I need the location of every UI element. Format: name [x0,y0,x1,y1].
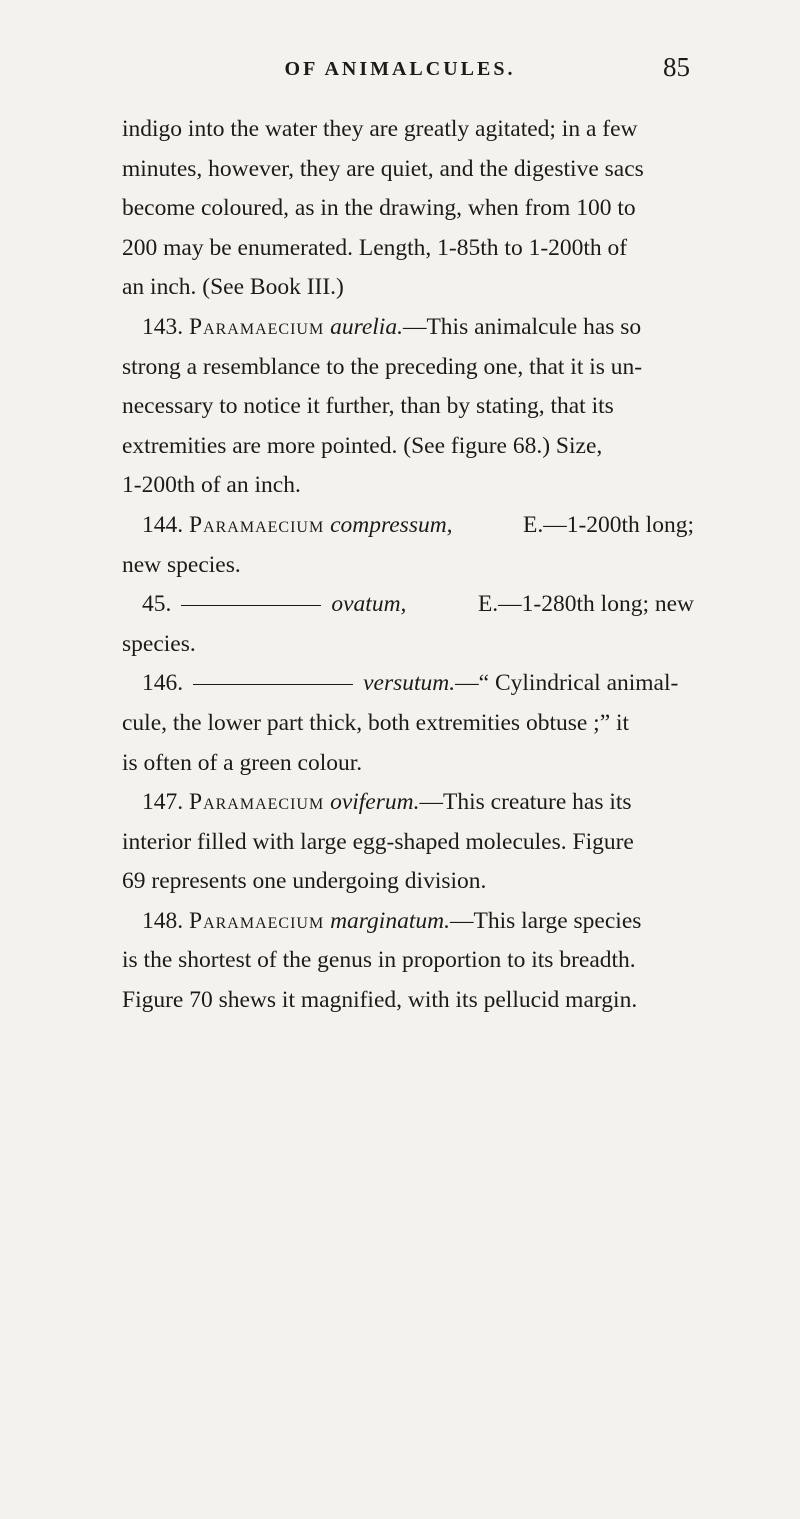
text-line: Figure 70 shews it magnified, with its pellucid margin. [122,987,638,1014]
species-name: aurelia. [330,313,403,340]
text-line: 1-200th of an inch. [122,472,301,499]
entry-145-heading: 45. ovatum, E.—1-280th long; new [142,591,694,618]
text-line: indigo into the water they are greatly agitated; in a few [122,116,638,142]
text-line: interior filled with large egg-shaped molecules. Figure [122,828,634,855]
running-title: OF ANIMALCULES. [284,58,516,80]
entry-number: 148. [142,907,184,934]
entry-146-heading: 146. versutum.—“ Cylindrical animal- [142,670,679,697]
entry-number: 144. [142,511,184,538]
page-number: 85 [663,52,690,82]
text-line: 69 represents one undergoing division. [122,868,487,895]
body-text [122,110,694,1021]
species-name: marginatum. [330,907,450,934]
entry-148-heading: 148. Paramaecium marginatum.—This large species [142,907,642,934]
genus-name: Paramaecium [189,789,325,816]
text-line: 200 may be enumerated. Length, 1-85th to 1-200th of [122,234,628,261]
species-name: versutum. [363,670,456,697]
text-line: strong a resemblance to the preceding one, that it is un- [122,353,643,380]
species-name: ovatum, [331,591,407,618]
entry-number: 143. [142,313,184,340]
entry-147-heading: 147. Paramaecium oviferum.—This creature has its [142,789,632,816]
entry-143-heading: 143. Paramaecium aurelia.—This animalcule has so [142,313,642,340]
species-name: compressum, [330,511,453,538]
text-line: extremities are more pointed. (See figure 68.) Size, [122,432,603,459]
genus-name: Paramaecium [189,511,325,538]
text-line: species. [122,630,196,657]
species-name: oviferum. [330,789,420,816]
text-line: is the shortest of the genus in proportion to its breadth. [122,947,636,974]
entry-number: 147. [142,789,184,816]
ditto-dash [193,684,353,685]
genus-name: Paramaecium [189,313,325,340]
text-line: is often of a green colour. [122,749,363,776]
text-line: become coloured, as in the drawing, when from 100 to [122,195,636,222]
text-line: minutes, however, they are quiet, and the digestive sacs [122,155,644,182]
ditto-dash [181,605,321,606]
text-line: new species. [122,551,241,578]
genus-name: Paramaecium [189,907,325,934]
text-line: cule, the lower part thick, both extremities obtuse ;” it [122,709,630,736]
entry-number: 146. [142,670,184,697]
entry-144-heading: 144. Paramaecium compressum, E.—1-200th long; [142,511,694,538]
entry-number: 45. [142,591,172,618]
text-line: necessary to notice it further, than by stating, that its [122,393,614,420]
text-line: an inch. (See Book III.) [122,274,344,301]
